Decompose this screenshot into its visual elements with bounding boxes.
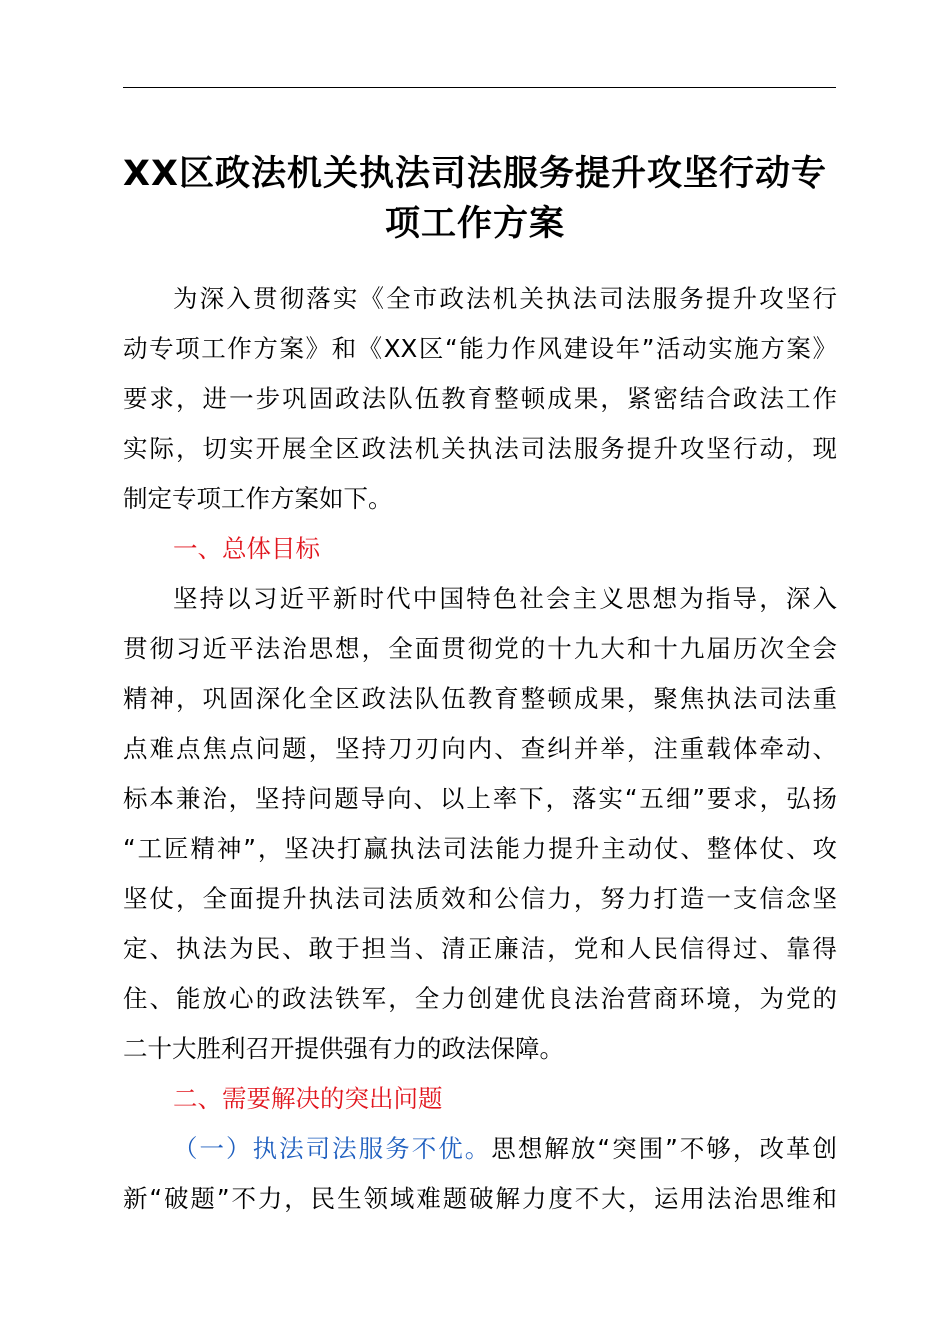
section-1-heading: 一、总体目标 [173,534,320,563]
subsection-1-line-2: 新“破题”不力，民生领域难题破解力度不大，运用法治思维和 [123,1184,837,1213]
section-1-line-6: “工匠精神”，坚决打赢执法司法能力提升主动仗、整体仗、攻 [123,834,837,863]
section-2-heading: 二、需要解决的突出问题 [173,1084,443,1113]
section-1-line-3: 精神，巩固深化全区政法队伍教育整顿成果，聚焦执法司法重 [123,684,837,713]
intro-line-4: 实际，切实开展全区政法机关执法司法服务提升攻坚行动，现 [123,434,837,463]
section-1-line-2: 贯彻习近平法治思想，全面贯彻党的十九大和十九届历次全会 [123,634,837,663]
subsection-1-heading: （一）执法司法服务不优。 [173,1134,492,1163]
subsection-1-line-1 [173,1134,837,1164]
subsection-1-text: 思想解放“突围”不够，改革创 [491,1134,837,1163]
section-1-line-5: 标本兼治，坚持问题导向、以上率下，落实“五细”要求，弘扬 [123,784,837,813]
section-1-line-8: 定、执法为民、敢于担当、清正廉洁，党和人民信得过、靠得 [123,934,837,963]
section-1-line-10: 二十大胜利召开提供强有力的政法保障。 [123,1034,564,1063]
document-title-line-1: XX区政法机关执法司法服务提升攻坚行动专 [123,154,827,194]
section-1-line-4: 点难点焦点问题，坚持刀刃向内、查纠并举，注重载体牵动、 [123,734,837,763]
section-1-line-9: 住、能放心的政法铁军，全力创建优良法治营商环境，为党的 [123,984,837,1013]
document-title-line-2: 项工作方案 [384,204,565,244]
intro-line-1: 为深入贯彻落实《全市政法机关执法司法服务提升攻坚行 [173,284,837,313]
header-rule [123,87,836,88]
intro-line-3: 要求，进一步巩固政法队伍教育整顿成果，紧密结合政法工作 [123,384,837,413]
section-1-line-1: 坚持以习近平新时代中国特色社会主义思想为指导，深入 [173,584,837,613]
section-1-line-7: 坚仗，全面提升执法司法质效和公信力，努力打造一支信念坚 [123,884,837,913]
intro-line-5: 制定专项工作方案如下。 [123,484,393,513]
intro-line-2: 动专项工作方案》和《XX区“能力作风建设年”活动实施方案》 [123,334,837,363]
